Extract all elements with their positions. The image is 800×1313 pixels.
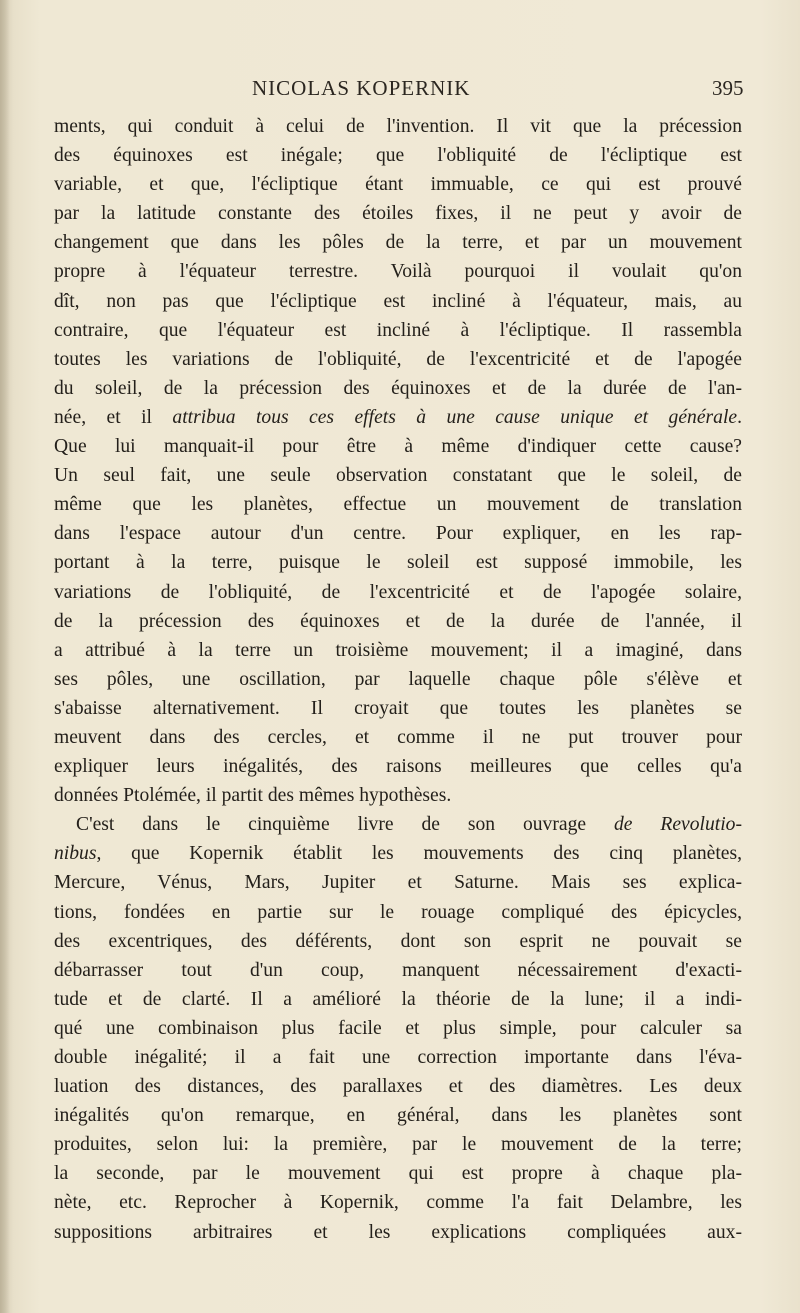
text-line: a attribué à la terre un troisième mouvement; il a imaginé, dans <box>54 639 742 661</box>
text-line: changement que dans les pôles de la terre, et par un mouvement <box>54 232 742 254</box>
text-line: produites, selon lui: la première, par le mouvement de la terre; <box>54 1134 742 1156</box>
text-line: variable, et que, l'écliptique étant immuable, ce qui est prouvé <box>54 174 742 196</box>
italic-title: de Revolutio- <box>613 814 742 836</box>
text-line: Un seul fait, une seule observation constatant que le soleil, de <box>54 465 742 487</box>
text-line: nète, etc. Reprocher à Kopernik, comme l'a fait Delambre, les <box>54 1192 742 1214</box>
text-line: qué une combinaison plus facile et plus simple, pour calculer sa <box>54 1017 742 1039</box>
text-line: s'abaisse alternativement. Il croyait que toutes les planètes se <box>54 697 742 719</box>
text-line: contraire, que l'équateur est incliné à l'écliptique. Il rassembla <box>54 319 742 341</box>
italic-title: nibus <box>54 843 97 865</box>
text-line: expliquer leurs inégalités, des raisons meilleures que celles qu'a <box>54 756 742 778</box>
text-line: débarrasser tout d'un coup, manquent nécessairement d'exacti- <box>54 959 742 981</box>
text-line: variations de l'obliquité, de l'excentricité et de l'apogée solaire, <box>54 581 742 603</box>
text-line: ses pôles, une oscillation, par laquelle chaque pôle s'élève et <box>54 668 742 690</box>
text-line: inégalités qu'on remarque, en général, dans les planètes sont <box>54 1105 742 1127</box>
text-line: Que lui manquait-il pour être à même d'indiquer cette cause? <box>54 436 742 458</box>
text-line: dans l'espace autour d'un centre. Pour expliquer, en les rap- <box>54 523 742 545</box>
italic-phrase: attribua tous ces effets à une cause unique et générale <box>172 406 738 428</box>
text-line: née, et il attribua tous ces effets à une cause unique et générale. <box>54 406 742 428</box>
body-text <box>54 112 742 1247</box>
text-line: des équinoxes est inégale; que l'obliquité de l'écliptique est <box>54 145 742 167</box>
text-line: dît, non pas que l'écliptique est incliné à l'équateur, mais, au <box>54 290 742 312</box>
text-line: tude et de clarté. Il a amélioré la théorie de la lune; il a indi- <box>54 988 742 1010</box>
running-title: NICOLAS KOPERNIK <box>252 76 471 100</box>
text-line: du soleil, de la précession des équinoxes et de la durée de l'an- <box>54 377 742 399</box>
text-line: portant à la terre, puisque le soleil est supposé immobile, les <box>54 552 742 574</box>
text-line: luation des distances, des parallaxes et des diamètres. Les deux <box>54 1076 742 1098</box>
text-line: C'est dans le cinquième livre de son ouvrage de Revolutio- <box>76 814 742 836</box>
text-line: ments, qui conduit à celui de l'invention. Il vit que la précession <box>54 116 742 137</box>
text-line: nibus, que Kopernik établit les mouvements des cinq planètes, <box>54 843 742 865</box>
text-line: même que les planètes, effectue un mouvement de translation <box>54 494 742 516</box>
text-line: Mercure, Vénus, Mars, Jupiter et Saturne. Mais ses explica- <box>54 872 742 894</box>
text-line: meuvent dans des cercles, et comme il ne put trouver pour <box>54 726 742 748</box>
running-head <box>0 76 800 110</box>
text-line: données Ptolémée, il partit des mêmes hypothèses. <box>54 785 452 807</box>
text-line: tions, fondées en partie sur le rouage compliqué des épicycles, <box>54 901 742 923</box>
text-line: par la latitude constante des étoiles fixes, il ne peut y avoir de <box>54 203 742 225</box>
text-line: des excentriques, des déférents, dont son esprit ne pouvait se <box>54 930 742 952</box>
text-line: propre à l'équateur terrestre. Voilà pourquoi il voulait qu'on <box>54 261 742 283</box>
text-line: de la précession des équinoxes et de la durée de l'année, il <box>54 610 742 632</box>
text-line: toutes les variations de l'obliquité, de l'excentricité et de l'apogée <box>54 348 742 370</box>
page-number: 395 <box>712 76 744 100</box>
text-line: la seconde, par le mouvement qui est propre à chaque pla- <box>54 1163 742 1185</box>
text-line: double inégalité; il a fait une correction importante dans l'éva- <box>54 1047 742 1068</box>
text-line: suppositions arbitraires et les explications compliquées aux- <box>54 1221 742 1243</box>
binding-gutter-shadow <box>0 0 10 1313</box>
